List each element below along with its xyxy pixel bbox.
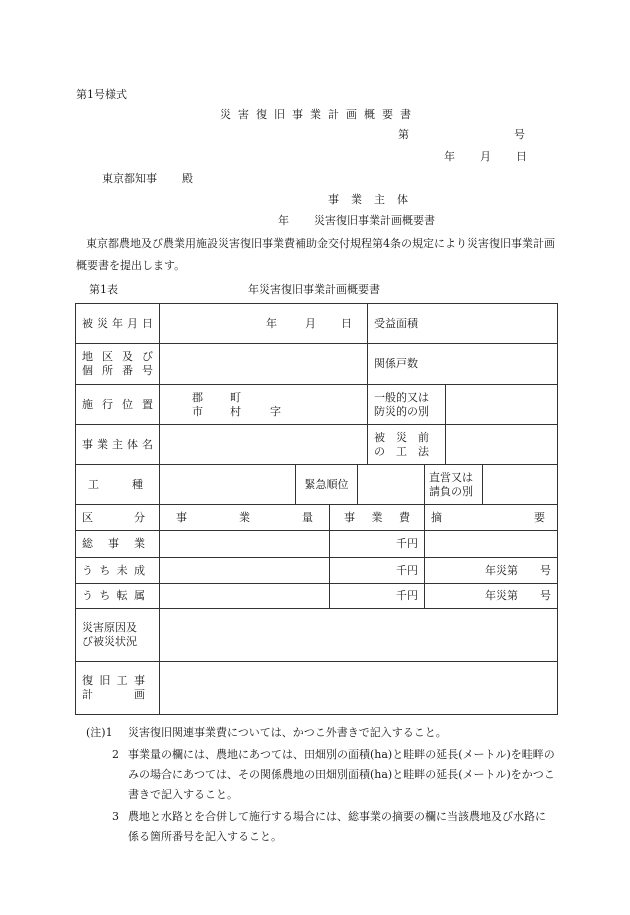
applicant-label: 事業主体	[328, 193, 420, 206]
col-quantity: 事業量	[160, 505, 330, 531]
document-title: 災害復旧事業計画概要書	[220, 108, 418, 121]
subtitle-year: 年	[278, 214, 289, 227]
col-summary: 摘要	[425, 505, 558, 531]
subtitle: 災害復旧事業計画概要書	[314, 214, 435, 227]
type-value	[446, 385, 558, 425]
entity-label: 事業主体名	[76, 425, 160, 465]
table-row: うち転属 千円 年災第 号	[76, 584, 558, 609]
date-year: 年	[444, 150, 455, 163]
table-caption: 年災害復旧事業計画概要書	[248, 283, 380, 296]
date-month: 月	[480, 150, 491, 163]
day-unit: 日	[341, 316, 352, 330]
date-day: 日	[516, 150, 527, 163]
col-kubun: 区分	[76, 505, 160, 531]
entity-value	[160, 425, 368, 465]
work-type-value	[160, 465, 296, 505]
district-label: 地区及び 個所番号	[76, 344, 160, 385]
direct-value	[483, 465, 558, 505]
plan-label: 復旧工事 計画	[76, 662, 160, 715]
honorific: 殿	[182, 172, 193, 185]
notes	[86, 723, 556, 847]
note-item: (注)1 災害復旧関連事業費については、かつこ外書きで記入すること。	[86, 726, 447, 739]
cause-value	[160, 609, 558, 662]
benefit-area-cell: 受益面積	[368, 304, 558, 344]
plan-value	[160, 662, 558, 715]
priority-label: 緊急順位	[296, 465, 358, 505]
type-label: 一般的又は 防災的の別	[368, 385, 446, 425]
work-type-label: 工種	[76, 465, 160, 505]
note-item: 2 事業量の欄には、農地にあつては、田畑別の面積(ha)と畦畔の延長(メートル)を畦畔のみの場合にあつては、その関係農地の田畑別面積(ha)と畦畔の延長(メートル)をかつこ書きで記入すること。	[112, 748, 555, 801]
form-number: 第1号様式	[76, 88, 127, 101]
table-row: 総事業 千円	[76, 531, 558, 558]
summary-table	[75, 303, 558, 715]
table-number: 第1表	[89, 283, 118, 296]
location-label: 施行位置	[76, 385, 160, 425]
direct-label: 直営又は 請負の別	[425, 465, 483, 505]
addressee: 東京都知事	[102, 172, 157, 185]
year-unit: 年	[266, 316, 277, 330]
disaster-date-value	[160, 304, 368, 344]
disaster-date-label: 被災年月日	[76, 304, 160, 344]
number-prefix: 第	[398, 128, 409, 141]
cause-label: 災害原因及 び被災状況	[76, 609, 160, 662]
number-suffix: 号	[514, 128, 525, 141]
note-item: 3 農地と水路とを合併して施行する場合には、総事業の摘要の欄に当該農地及び水路に係る箇所番号を記入すること。	[112, 810, 546, 843]
before-method-value	[446, 425, 558, 465]
body-text: 東京都農地及び農業用施設災害復旧事業費補助金交付規程第4条の規定により災害復旧事業計画概要書を提出します。	[76, 237, 555, 272]
priority-value	[358, 465, 425, 505]
district-value	[160, 344, 368, 385]
month-unit: 月	[305, 316, 316, 330]
col-cost: 事業費	[330, 505, 425, 531]
location-value: 郡 町 市 村 字	[160, 385, 368, 425]
table-row: うち未成 千円 年災第 号	[76, 558, 558, 584]
households-cell: 関係戸数	[368, 344, 558, 385]
before-method-label: 被 災 前 の 工 法	[368, 425, 446, 465]
